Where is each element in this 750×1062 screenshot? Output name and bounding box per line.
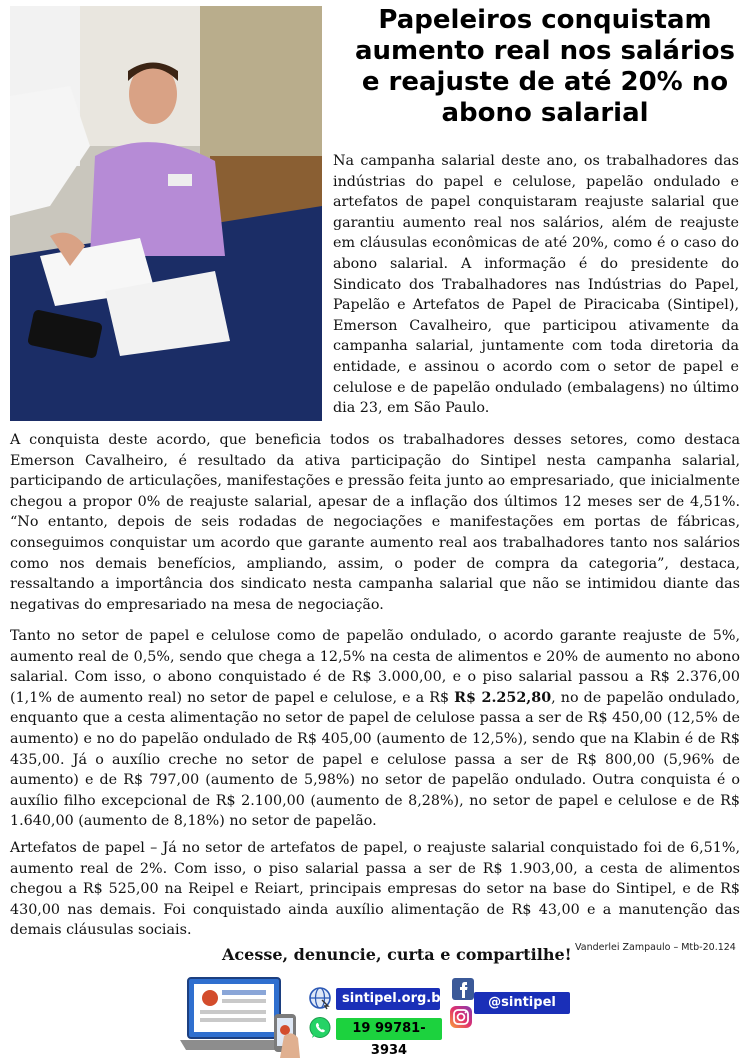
values-text-end: , no de papelão ondulado, enquanto que a cesta alimentação no setor de papel de celulose passa a ser de R$ 450,00 (12,5% de aumento) e no do papelão ondulado de R$ 405,00 (aumento de 12,5%), sendo que na Klabin é de R$ 435,00. Já o auxílio creche no setor de papel e celulose passa a ser de R$ 800,00 (5,96% de aumento) e de R$ 797,00 (aumento de 5,98%) no setor de papelão ondulado. Outra conquista é o auxílio filho excepcional de R$ 2.100,00 (aumento de 8,28%), no setor de papel e celulose e de R$ 1.640,00 (aumento de 8,18%) no setor de papelão.: [10, 689, 740, 830]
whatsapp-icon[interactable]: [308, 1016, 332, 1040]
article-photo: [10, 6, 322, 421]
paragraph-achievement: A conquista deste acordo, que beneficia todos os trabalhadores desses setores, como destaca Emerson Cavalheiro, é resultado da ativa participação do Sintipel nesta campanha salarial, participando de articulações, manifestações e pressão feita junto ao empresariado, que inicialmente chegou a propor 0% de reajuste salarial, apesar de a inflação dos últimos 12 meses ser de 4,51%. “No entanto, depois de seis rodadas de negociações e manifestações em portas de fábricas, conseguimos conquistar um acordo que garante aumento real aos trabalhadores tanto nos salários como nos demais benefícios, ampliando, assim, o poder de compra da categoria”, destaca, ressaltando a importância dos sindicato nesta campanha salarial que não se intimidou diante das negativas do empresariado na mesa de negociação.: [10, 432, 740, 613]
paragraph-artifacts: Artefatos de papel – Já no setor de artefatos de papel, o reajuste salarial conquistado foi de 6,51%, aumento real de 2%. Com isso, o piso salarial passa a ser de R$ 1.903,00, a cesta de alimentos chegou a R$ 525,00 na Reipel e Reiart, principais empresas do setor na base do Sintipel, e de R$ 430,00 nas demais. Foi conquistado ainda auxílio alimentação de R$ 43,00 e a manutenção das demais cláusulas sociais.: [10, 840, 740, 939]
laptop-icon: [180, 974, 304, 1058]
paragraph-values: [10, 626, 740, 832]
social-handle[interactable]: @sintipel: [474, 992, 570, 1014]
highlighted-value: R$ 2.252,80: [454, 689, 552, 706]
facebook-icon[interactable]: [452, 978, 474, 1000]
meeting-photo-illustration: [10, 6, 322, 421]
instagram-icon[interactable]: [449, 1005, 473, 1029]
values-text-start: Tanto no setor de papel e celulose como de papelão ondulado, o acordo garante reajuste de 5%, aumento real de 0,5%, sendo que chega a 12,5% na cesta de alimentos e 20% de aumento no abono salarial. Com isso, o abono conquistado é de R$ 3.000,00, e o piso salarial passou a R$ 2.376,00 (1,1% de aumento real) no setor de papel e celulose, e a R$: [10, 628, 740, 706]
call-to-action: Acesse, denuncie, curta e compartilhe!: [222, 945, 572, 964]
globe-icon[interactable]: [308, 986, 332, 1010]
author-credit: Vanderlei Zampaulo – Mtb-20.124: [575, 942, 736, 953]
paragraph-intro: Na campanha salarial deste ano, os trabalhadores das indústrias do papel e celulose, papelão ondulado e artefatos de papel conquistaram reajuste salarial que garantiu aumento real nos salários, além de reajuste em cláusulas econômicas de até 20%, como é o caso do abono salarial. A informação é do presidente do Sindicato dos Trabalhadores nas Indústrias do Papel, Papelão e Artefatos de Papel de Piracicaba (Sintipel), Emerson Cavalheiro, que participou ativamente da campanha salarial, juntamente com toda diretoria da entidade, e assinou o acordo com o setor de papel e celulose e de papelão ondulado (embalagens) no último dia 23, em São Paulo.: [333, 153, 739, 417]
phone-number[interactable]: 19 99781-3934: [336, 1018, 442, 1040]
headline: Papeleiros conquistam aumento real nos salários e reajuste de até 20% no abono salarial: [354, 5, 736, 128]
website-link[interactable]: sintipel.org.br: [336, 988, 440, 1010]
